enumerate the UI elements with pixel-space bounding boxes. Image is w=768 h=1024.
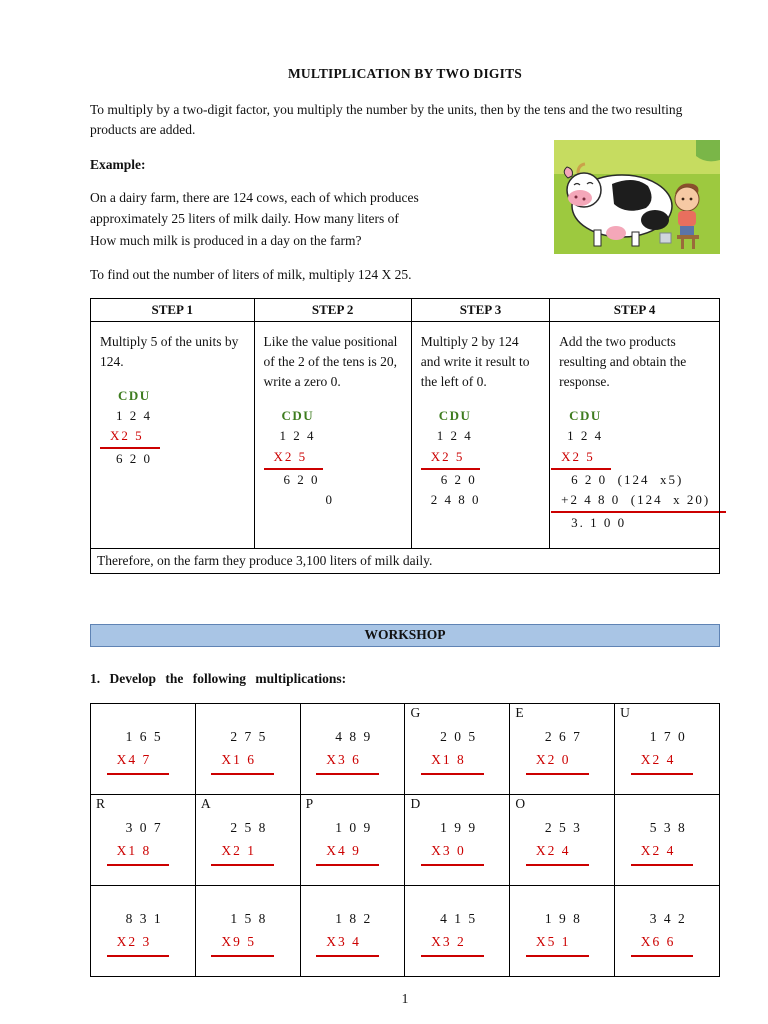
cow-illustration-svg bbox=[554, 140, 720, 254]
example-line-3: How much milk is produced in a day on the farm? bbox=[90, 232, 362, 248]
work-line-multiplier: X2 5 bbox=[264, 447, 324, 470]
multiplicand: 2 6 7 bbox=[544, 728, 582, 744]
work-line-sum: +2 4 8 0 (124 x 20) bbox=[551, 490, 726, 513]
multiplier: X4 7 bbox=[107, 749, 170, 776]
multiplicand: 4 8 9 bbox=[335, 728, 373, 744]
example-line-1: On a dairy farm, there are 124 cows, each of which produces bbox=[90, 189, 419, 205]
work-line: 6 2 0 bbox=[116, 451, 152, 467]
multiplier: X2 4 bbox=[526, 840, 589, 867]
multiplication-problem bbox=[536, 817, 589, 867]
multiplication-cell bbox=[510, 794, 615, 885]
multiplication-cell bbox=[91, 703, 196, 794]
workshop-instruction: 1. Develop the following multiplications: bbox=[90, 670, 347, 686]
multiplier: X9 5 bbox=[211, 931, 274, 958]
multiplication-problem bbox=[326, 817, 379, 867]
multiplication-cell bbox=[405, 885, 510, 976]
multiplication-problem bbox=[641, 908, 694, 958]
multiplication-problem bbox=[431, 726, 484, 776]
work-line: 2 4 8 0 bbox=[430, 491, 481, 507]
multiplier: X1 8 bbox=[421, 749, 484, 776]
multiplicand: 2 0 5 bbox=[440, 728, 478, 744]
multiplicand: 2 5 3 bbox=[544, 819, 582, 835]
multiplication-problem bbox=[117, 817, 170, 867]
step-3-work bbox=[431, 406, 541, 510]
multiplier: X4 9 bbox=[316, 840, 379, 867]
example-label: Example: bbox=[90, 156, 146, 172]
step-4-description: Add the two products resulting and obtain the response. bbox=[559, 333, 687, 390]
grid-row bbox=[91, 885, 720, 976]
multiplier: X3 2 bbox=[421, 931, 484, 958]
multiplication-cell bbox=[405, 794, 510, 885]
multiplicand: 3 4 2 bbox=[649, 910, 687, 926]
work-line: 1 2 4 bbox=[279, 428, 316, 444]
multiplication-cell bbox=[195, 885, 300, 976]
example-line-2: approximately 25 liters of milk daily. How many liters of bbox=[90, 211, 399, 227]
step-4-cell bbox=[550, 321, 720, 548]
multiplicand: 1 8 2 bbox=[335, 910, 373, 926]
cow-illustration bbox=[554, 140, 720, 254]
step-2-header: STEP 2 bbox=[254, 298, 411, 321]
work-line-multiplier: X2 5 bbox=[421, 447, 481, 470]
step-3-cell bbox=[411, 321, 549, 548]
multiply-instruction: To find out the number of liters of milk, multiply 124 X 25. bbox=[90, 267, 412, 283]
grid-row bbox=[91, 794, 720, 885]
multiplication-cell bbox=[615, 703, 720, 794]
work-line: 1 2 4 bbox=[567, 428, 604, 444]
cell-letter: R bbox=[96, 795, 106, 811]
multiplication-cell bbox=[195, 794, 300, 885]
multiplicand: 8 3 1 bbox=[125, 910, 163, 926]
steps-footer-row bbox=[91, 548, 720, 573]
multiplicand: 1 6 5 bbox=[125, 728, 163, 744]
work-line: 6 2 0 bbox=[440, 471, 477, 487]
multiplicand: 2 5 8 bbox=[230, 819, 268, 835]
step-1-work bbox=[110, 386, 246, 470]
cell-letter: E bbox=[515, 704, 524, 720]
multiplier: X5 1 bbox=[526, 931, 589, 958]
step-2-work bbox=[274, 406, 403, 510]
multiplication-cell bbox=[195, 703, 300, 794]
multiplication-cell bbox=[615, 794, 720, 885]
multiplications-grid bbox=[90, 703, 720, 977]
multiplication-problem bbox=[117, 726, 170, 776]
steps-header-row bbox=[91, 298, 720, 321]
step-2-cell bbox=[254, 321, 411, 548]
multiplier: X6 6 bbox=[631, 931, 694, 958]
multiplier: X1 8 bbox=[107, 840, 170, 867]
multiplicand: 1 9 9 bbox=[440, 819, 478, 835]
multiplication-problem bbox=[431, 817, 484, 867]
step-1-cell bbox=[91, 321, 255, 548]
grid-row bbox=[91, 703, 720, 794]
cell-letter: D bbox=[410, 795, 421, 811]
step-3-description: Multiply 2 by 124 and write it result to the left of 0. bbox=[420, 333, 530, 390]
multiplier: X2 3 bbox=[107, 931, 170, 958]
step-3-header: STEP 3 bbox=[411, 298, 549, 321]
multiplication-cell bbox=[300, 703, 405, 794]
work-line: 6 2 0 bbox=[283, 471, 320, 487]
cell-letter: P bbox=[305, 795, 314, 811]
multiplicand: 1 0 9 bbox=[335, 819, 373, 835]
multiplication-cell bbox=[300, 885, 405, 976]
cdu-label: CDU bbox=[281, 408, 315, 424]
multiplier: X2 4 bbox=[631, 749, 694, 776]
multiplication-cell bbox=[405, 703, 510, 794]
multiplier: X3 6 bbox=[316, 749, 379, 776]
step-1-header: STEP 1 bbox=[91, 298, 255, 321]
multiplication-cell bbox=[510, 703, 615, 794]
multiplication-problem bbox=[221, 726, 274, 776]
multiplication-cell bbox=[615, 885, 720, 976]
cdu-label: CDU bbox=[569, 408, 602, 424]
example-paragraph bbox=[90, 187, 535, 252]
cdu-label: CDU bbox=[438, 408, 472, 424]
work-line: 0 bbox=[325, 491, 335, 507]
multiplicand: 4 1 5 bbox=[440, 910, 478, 926]
work-line: 1 2 4 bbox=[116, 408, 152, 424]
multiplication-problem bbox=[641, 726, 694, 776]
multiplicand: 5 3 8 bbox=[649, 819, 687, 835]
work-line-result: 3. 1 0 0 bbox=[571, 514, 627, 530]
multiplication-problem bbox=[326, 726, 379, 776]
step-4-work bbox=[561, 406, 711, 533]
work-line-multiplier: X2 5 bbox=[551, 447, 611, 470]
step-1-description: Multiply 5 of the units by 124. bbox=[100, 333, 239, 369]
workshop-banner: WORKSHOP bbox=[90, 624, 720, 647]
multiplicand: 1 7 0 bbox=[649, 728, 687, 744]
multiplication-problem bbox=[536, 908, 589, 958]
multiplier: X3 4 bbox=[316, 931, 379, 958]
multiplier: X2 1 bbox=[211, 840, 274, 867]
steps-body-row bbox=[91, 321, 720, 548]
multiplicand: 1 9 8 bbox=[544, 910, 582, 926]
steps-conclusion: Therefore, on the farm they produce 3,100 liters of milk daily. bbox=[91, 548, 720, 573]
multiplicand: 3 0 7 bbox=[125, 819, 163, 835]
multiplier: X2 4 bbox=[631, 840, 694, 867]
multiplier: X3 0 bbox=[421, 840, 484, 867]
page-title: MULTIPLICATION BY TWO DIGITS bbox=[287, 66, 523, 81]
multiplication-cell bbox=[91, 794, 196, 885]
work-line-multiplier: X2 5 bbox=[100, 426, 160, 449]
multiplication-problem bbox=[536, 726, 589, 776]
multiplier: X1 6 bbox=[211, 749, 274, 776]
multiplicand: 2 7 5 bbox=[230, 728, 268, 744]
multiplication-cell bbox=[510, 885, 615, 976]
cdu-label: CDU bbox=[118, 388, 151, 404]
multiplication-problem bbox=[431, 908, 484, 958]
cell-letter: A bbox=[200, 795, 211, 811]
cell-letter: U bbox=[620, 704, 630, 720]
work-line: 6 2 0 (124 x5) bbox=[571, 471, 684, 487]
page-number: 1 bbox=[401, 990, 409, 1006]
cell-letter: O bbox=[515, 795, 526, 811]
step-4-header: STEP 4 bbox=[550, 298, 720, 321]
multiplication-cell bbox=[300, 794, 405, 885]
multiplication-problem bbox=[221, 817, 274, 867]
multiplication-problem bbox=[117, 908, 170, 958]
multiplication-problem bbox=[641, 817, 694, 867]
multiplication-cell bbox=[91, 885, 196, 976]
multiplicand: 1 5 8 bbox=[230, 910, 268, 926]
steps-table bbox=[90, 298, 720, 574]
multiplier: X2 0 bbox=[526, 749, 589, 776]
intro-paragraph: To multiply by a two-digit factor, you multiply the number by the units, then by the tens and the two resulting products are added. bbox=[90, 102, 683, 138]
multiplication-problem bbox=[221, 908, 274, 958]
work-line: 1 2 4 bbox=[436, 428, 473, 444]
multiplication-problem bbox=[326, 908, 379, 958]
cell-letter: G bbox=[410, 704, 421, 720]
step-2-description: Like the value positional of the 2 of the tens is 20, write a zero 0. bbox=[263, 333, 398, 390]
